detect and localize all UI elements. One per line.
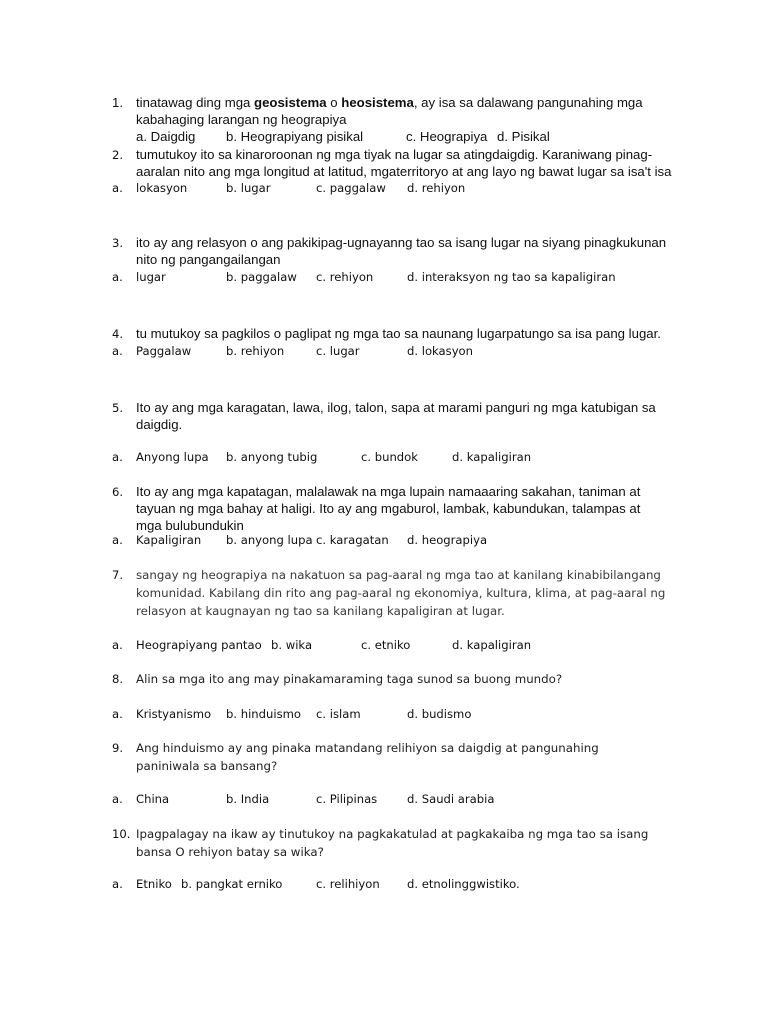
option-c[interactable]: c. etniko xyxy=(361,638,411,652)
question-text: ito ay ang relasyon o ang pakikipag-ugnayanng tao sa isang lugar na siyang pinagkukunan nito ng pangangailangan xyxy=(136,235,667,267)
option-letter: a. xyxy=(112,707,123,721)
answer-options xyxy=(136,179,636,197)
option-b[interactable]: b. Heograpiyang pisikal xyxy=(226,129,364,144)
option-letter: a. xyxy=(112,181,123,195)
option-d[interactable]: d. etnolinggwistiko. xyxy=(407,877,520,891)
answer-options xyxy=(136,636,636,654)
option-b[interactable]: b. anyong lupa xyxy=(226,533,313,547)
option-a[interactable]: Kristyanismo xyxy=(136,707,212,721)
answer-options xyxy=(136,128,636,145)
question-text: tu mutukoy sa pagkilos o paglipat ng mga tao sa naunang lugarpatungo sa isa pang lugar. xyxy=(136,326,661,341)
option-c[interactable]: c. islam xyxy=(316,707,361,721)
option-a[interactable]: China xyxy=(136,792,170,806)
option-c[interactable]: c. bundok xyxy=(361,450,418,464)
option-a[interactable]: a. Daigdig xyxy=(136,129,196,144)
option-letter: a. xyxy=(112,792,123,806)
option-letter: a. xyxy=(112,270,123,284)
answer-options xyxy=(136,268,636,286)
question-number: 5. xyxy=(112,401,124,415)
option-letter: a. xyxy=(112,638,123,652)
question-text: tinatawag ding mga geosistema o heosistema, ay isa sa dalawang pangunahing mga kabahaging larangan ng heograpiya xyxy=(136,95,643,127)
option-letter: a. xyxy=(112,450,123,464)
option-c[interactable]: c. relihiyon xyxy=(316,877,380,891)
option-d[interactable]: d. rehiyon xyxy=(407,181,466,195)
option-b[interactable]: b. wika xyxy=(271,638,313,652)
option-d[interactable]: d. lokasyon xyxy=(407,344,474,358)
option-d[interactable]: d. interaksyon ng tao sa kapaligiran xyxy=(407,270,616,284)
option-b[interactable]: b. lugar xyxy=(226,181,271,195)
option-d[interactable]: d. Pisikal xyxy=(497,129,550,144)
question-number: 6. xyxy=(112,485,124,499)
question-text: Ipagpalagay na ikaw ay tinutukoy na pagkakatulad at pagkakaiba ng mga tao sa isang bansa O rehiyon batay sa wika? xyxy=(136,827,649,860)
option-d[interactable]: d. kapaligiran xyxy=(452,450,532,464)
option-b[interactable]: b. hinduismo xyxy=(226,707,302,721)
option-b[interactable]: b. rehiyon xyxy=(226,344,285,358)
option-d[interactable]: d. kapaligiran xyxy=(452,638,532,652)
option-d[interactable]: d. Saudi arabia xyxy=(407,792,495,806)
option-letter: a. xyxy=(112,877,123,891)
question-number: 3. xyxy=(112,236,124,250)
answer-options xyxy=(136,790,636,808)
option-c[interactable]: c. karagatan xyxy=(316,533,389,547)
answer-options xyxy=(136,705,636,723)
option-a[interactable]: Heograpiyang pantao xyxy=(136,638,262,652)
option-b[interactable]: b. paggalaw xyxy=(226,270,297,284)
question-text: Ito ay ang mga karagatan, lawa, ilog, talon, sapa at marami panguri ng mga katubigan sa daigdig. xyxy=(136,400,656,432)
question-number: 1. xyxy=(112,95,123,110)
question-number: 7. xyxy=(112,568,124,582)
question-text: Ang hinduismo ay ang pinaka matandang relihiyon sa daigdig at pangunahing paniniwala sa bansang? xyxy=(136,741,599,774)
option-letter: a. xyxy=(112,344,123,358)
answer-options xyxy=(136,448,636,466)
option-c[interactable]: c. Heograpiya xyxy=(406,129,488,144)
answer-options xyxy=(136,875,636,893)
option-d[interactable]: d. budismo xyxy=(407,707,472,721)
option-c[interactable]: c. Pilipinas xyxy=(316,792,378,806)
answer-options xyxy=(136,342,636,360)
option-c[interactable]: c. paggalaw xyxy=(316,181,386,195)
option-a[interactable]: Paggalaw xyxy=(136,344,192,358)
question-text: Alin sa mga ito ang may pinakamaraming taga sunod sa buong mundo? xyxy=(136,672,563,686)
option-c[interactable]: c. lugar xyxy=(316,344,360,358)
option-b[interactable]: b. pangkat erniko xyxy=(181,877,283,891)
option-a[interactable]: Kapaligiran xyxy=(136,533,202,547)
option-d[interactable]: d. heograpiya xyxy=(407,533,488,547)
option-a[interactable]: Etniko xyxy=(136,877,172,891)
question-text: tumutukoy ito sa kinaroroonan ng mga tiyak na lugar sa atingdaigdig. Karaniwang pinag-aaralan nito ang mga longitud at latitud, mgaterritoryo at ang layo ng bawat lugar sa isa't isa xyxy=(136,147,672,179)
question-text: sangay ng heograpiya na nakatuon sa pag-aaral ng mga tao at kanilang kinabibilangang komunidad. Kabilang din rito ang pag-aaral ng ekonomiya, kultura, klima, at pag-aaral ng relasyon at kaugnayan ng tao sa kanilang kapaligiran at lugar. xyxy=(136,568,666,619)
question-number: 10. xyxy=(112,827,131,841)
question-number: 8. xyxy=(112,672,124,686)
option-b[interactable]: b. anyong tubig xyxy=(226,450,318,464)
question-text: Ito ay ang mga kapatagan, malalawak na mga lupain namaaaring sakahan, taniman at tayuan ng mga bahay at haligi. Ito ay ang mgaburol, lambak, kabundukan, talampas at mga bulubundukin xyxy=(136,484,641,533)
option-b[interactable]: b. India xyxy=(226,792,270,806)
option-a[interactable]: lugar xyxy=(136,270,166,284)
option-a[interactable]: lokasyon xyxy=(136,181,188,195)
question-number: 9. xyxy=(112,741,124,755)
question-number: 4. xyxy=(112,327,124,341)
option-c[interactable]: c. rehiyon xyxy=(316,270,374,284)
option-letter: a. xyxy=(112,533,123,547)
answer-options xyxy=(136,531,636,549)
question-number: 2. xyxy=(112,148,124,162)
option-a[interactable]: Anyong lupa xyxy=(136,450,209,464)
